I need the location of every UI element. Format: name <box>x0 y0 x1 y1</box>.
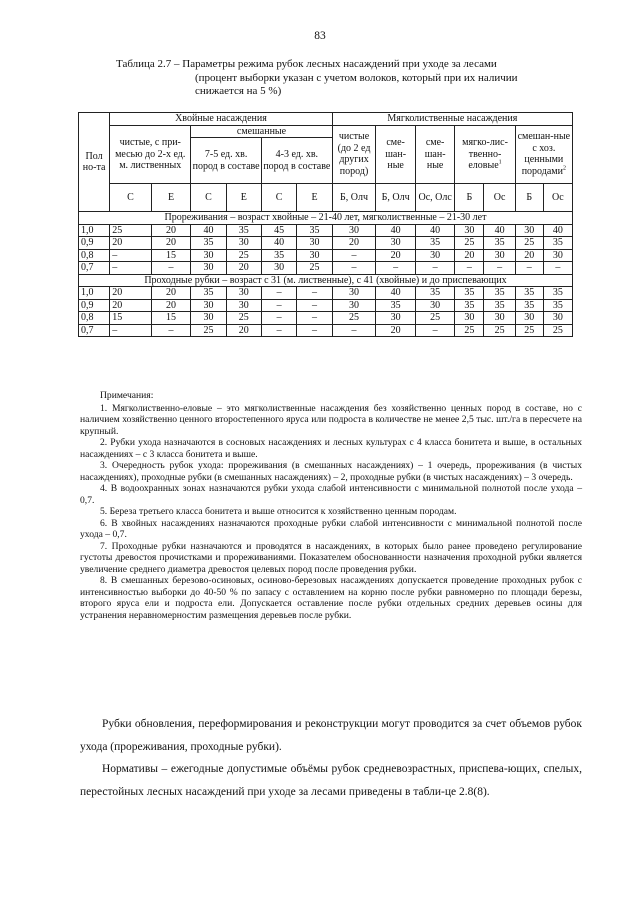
value-cell: 30 <box>455 224 484 237</box>
polnota-cell: 0,7 <box>79 262 110 275</box>
value-cell: – <box>151 262 191 275</box>
subheader-cell: Е <box>297 184 332 212</box>
value-cell: 20 <box>376 249 416 262</box>
value-cell: 25 <box>543 324 572 337</box>
header-mixed-valuable: смешан-ные с хоз. ценными породами$^2$ <box>515 125 572 184</box>
value-cell: 25 <box>515 324 543 337</box>
polnota-cell: 0,7 <box>79 324 110 337</box>
value-cell: 35 <box>455 287 484 300</box>
value-cell: 35 <box>515 299 543 312</box>
value-cell: 35 <box>415 237 455 250</box>
caption-line-3: снижается на 5 %) <box>195 85 282 97</box>
value-cell: 25 <box>226 249 261 262</box>
value-cell: 30 <box>191 299 226 312</box>
header-polnota: Пол но-та <box>79 113 110 212</box>
value-cell: 25 <box>297 262 332 275</box>
note-item: 7. Проходные рубки назначаются и проводятся в насаждениях, в которых было ранее проведено регулирование густоты древостоя прочистками и прореживаниями. Показателем обоснованности назначения проходной рубки является увеличение среднего диаметра древостоя целевых пород после проведения рубки. <box>80 540 582 575</box>
value-cell: 35 <box>376 299 416 312</box>
page-number: 83 <box>314 30 326 42</box>
notes-section <box>80 390 582 621</box>
value-cell: – <box>543 262 572 275</box>
table-row <box>79 262 573 275</box>
value-cell: 25 <box>455 324 484 337</box>
polnota-cell: 0,8 <box>79 249 110 262</box>
value-cell: – <box>415 324 455 337</box>
header-mixed-b: сме-шан-ные <box>415 125 455 184</box>
notes-list <box>80 403 582 622</box>
polnota-cell: 0,9 <box>79 237 110 250</box>
table-row <box>79 324 573 337</box>
value-cell: 25 <box>226 312 261 325</box>
header-conifer-group: Хвойные насаждения <box>110 113 333 126</box>
header-mixed-a: сме-шан-ные <box>376 125 416 184</box>
value-cell: 30 <box>297 237 332 250</box>
value-cell: 20 <box>226 262 261 275</box>
value-cell: 20 <box>110 287 152 300</box>
value-cell: 30 <box>415 299 455 312</box>
value-cell: 40 <box>484 224 515 237</box>
header-pure-conifer: чистые, с при-месью до 2-х ед. м. лиственных <box>110 125 191 184</box>
value-cell: – <box>261 287 296 300</box>
caption-line-1: Таблица 2.7 – Параметры режима рубок лесных насаждений при уходе за лесами <box>116 58 497 70</box>
subheader-cell: Ос, Олс <box>415 184 455 212</box>
header-mixed-7-5: 7-5 ед. хв. пород в составе <box>191 138 262 184</box>
value-cell: 40 <box>415 224 455 237</box>
table-row <box>79 237 573 250</box>
section-title-row <box>79 274 573 287</box>
value-cell: 25 <box>415 312 455 325</box>
value-cell: 25 <box>191 324 226 337</box>
value-cell: 35 <box>484 237 515 250</box>
value-cell: 30 <box>332 287 376 300</box>
value-cell: 30 <box>226 299 261 312</box>
value-cell: – <box>376 262 416 275</box>
value-cell: 30 <box>226 237 261 250</box>
value-cell: – <box>151 324 191 337</box>
value-cell: 20 <box>376 324 416 337</box>
value-cell: 20 <box>110 299 152 312</box>
value-cell: – <box>261 324 296 337</box>
value-cell: 20 <box>226 324 261 337</box>
value-cell: 35 <box>455 299 484 312</box>
subheader-cell: Б, Олч <box>376 184 416 212</box>
value-cell: 25 <box>515 237 543 250</box>
value-cell: 30 <box>543 249 572 262</box>
header-pure-soft: чистые (до 2 ед других пород) <box>332 125 376 184</box>
note-item: 2. Рубки ухода назначаются в сосновых насаждениях и лесных культурах с 4 класса бонитета и выше, в остальных насаждениях – с 3 класса бонитета и выше. <box>80 437 582 460</box>
notes-title: Примечания: <box>100 390 154 401</box>
subheader-cell: С <box>261 184 296 212</box>
header-mixed-4-3: 4-3 ед. хв. пород в составе <box>261 138 332 184</box>
value-cell: 25 <box>110 224 152 237</box>
value-cell: 35 <box>543 287 572 300</box>
value-cell: – <box>332 249 376 262</box>
value-cell: 35 <box>484 299 515 312</box>
value-cell: – <box>297 324 332 337</box>
subheader-cell: Ос <box>484 184 515 212</box>
subheader-cell: Б <box>455 184 484 212</box>
subheader-cell: Б <box>515 184 543 212</box>
value-cell: 20 <box>151 299 191 312</box>
body-paragraph-2: Нормативы – ежегодные допустимые объёмы рубок средневозрастных, приспева-ющих, спелых, перестойных лесных насаждений при уходе за лесами приведены в табли-це 2.8(8). <box>80 763 582 798</box>
header-mixed: смешанные <box>191 125 332 138</box>
value-cell: 25 <box>332 312 376 325</box>
table-row <box>79 299 573 312</box>
value-cell: 30 <box>376 312 416 325</box>
section-title: Проходные рубки – возраст с 31 (м. лиственные), с 41 (хвойные) и до приспевающих <box>79 274 573 287</box>
value-cell: 40 <box>376 224 416 237</box>
value-cell: – <box>455 262 484 275</box>
polnota-cell: 0,8 <box>79 312 110 325</box>
value-cell: 40 <box>543 224 572 237</box>
value-cell: 35 <box>191 287 226 300</box>
value-cell: – <box>332 324 376 337</box>
value-cell: 30 <box>484 312 515 325</box>
value-cell: 30 <box>191 262 226 275</box>
subheader-cell: С <box>191 184 226 212</box>
note-item: 5. Береза третьего класса бонитета и выше относится к хозяйственно ценным породам. <box>100 506 457 517</box>
value-cell: 35 <box>297 224 332 237</box>
value-cell: 30 <box>261 262 296 275</box>
value-cell: 30 <box>484 249 515 262</box>
header-soft-group: Мягколиственные насаждения <box>332 113 572 126</box>
value-cell: 40 <box>261 237 296 250</box>
value-cell: 20 <box>151 237 191 250</box>
table-row <box>79 224 573 237</box>
value-cell: 30 <box>543 312 572 325</box>
value-cell: 25 <box>455 237 484 250</box>
value-cell: 30 <box>226 287 261 300</box>
value-cell: 45 <box>261 224 296 237</box>
note-item: 8. В смешанных березово-осиновых, осиново-березовых насаждениях допускается проведение проходных рубок с интенсивностью выборки до 40-50 % по запасу с оставлением на корню после рубки равномерно по площади березы, второго яруса ели и подроста ели. Допускается оставление после рубки отдельных средних деревьев осины для устранения неравномерностим размещения деревьев после рубки. <box>80 575 582 621</box>
value-cell: 30 <box>332 224 376 237</box>
value-cell: 35 <box>261 249 296 262</box>
note-item: 4. В водоохранных зонах назначаются рубки ухода слабой интенсивности с минимальной полнотой после ухода – 0,7. <box>80 483 582 506</box>
value-cell: 35 <box>543 237 572 250</box>
value-cell: 30 <box>455 312 484 325</box>
value-cell: – <box>297 312 332 325</box>
value-cell: – <box>484 262 515 275</box>
note-item: 1. Мягколиственно-еловые – это мягколиственные насаждения без хозяйственно ценных пород в составе, но с наличием хозяйственно ценного второстепенного яруса или подроста в количестве не менее 2,5 тыс. шт./га в пересчете на крупный. <box>80 402 582 437</box>
value-cell: 30 <box>515 312 543 325</box>
subheader-cell: Б, Олч <box>332 184 376 212</box>
value-cell: 20 <box>515 249 543 262</box>
value-cell: 30 <box>515 224 543 237</box>
table-row <box>79 249 573 262</box>
table-body <box>79 212 573 337</box>
note-item: 6. В хвойных насаждениях назначаются проходные рубки слабой интенсивности с минимальной полнотой после ухода – 0,7. <box>80 517 582 540</box>
value-cell: – <box>110 249 152 262</box>
value-cell: 35 <box>515 287 543 300</box>
section-title-row <box>79 212 573 225</box>
table-caption <box>116 58 586 99</box>
value-cell: – <box>261 312 296 325</box>
value-cell: 20 <box>110 237 152 250</box>
value-cell: – <box>297 299 332 312</box>
value-cell: – <box>261 299 296 312</box>
value-cell: 35 <box>226 224 261 237</box>
value-cell: – <box>110 262 152 275</box>
note-item: 3. Очередность рубок ухода: прореживания (в смешанных насаждениях) – 1 очередь, прореживания (в чистых насаждениях), проходные рубки (в смешанных насаждениях) – 2, проходные рубки (в чистых насаждениях) – 3 очередь. <box>80 460 582 483</box>
subheader-cell: Е <box>226 184 261 212</box>
body-paragraph-1: Рубки обновления, переформирования и реконструкции могут проводится за счет объемов рубок ухода (прореживания, проходные рубки). <box>80 718 582 753</box>
body-text <box>80 713 582 803</box>
value-cell: 30 <box>332 299 376 312</box>
value-cell: 35 <box>543 299 572 312</box>
value-cell: 15 <box>151 249 191 262</box>
value-cell: – <box>515 262 543 275</box>
header-soft-spruce: мягко-лис-твенно-еловые$^1$ <box>455 125 515 184</box>
parameters-table <box>78 112 573 337</box>
subheader-cell: Ос <box>543 184 572 212</box>
polnota-cell: 1,0 <box>79 287 110 300</box>
polnota-cell: 0,9 <box>79 299 110 312</box>
value-cell: 35 <box>191 237 226 250</box>
value-cell: 20 <box>332 237 376 250</box>
value-cell: 35 <box>415 287 455 300</box>
subheader-cell: Е <box>151 184 191 212</box>
value-cell: 30 <box>297 249 332 262</box>
value-cell: – <box>332 262 376 275</box>
value-cell: 30 <box>376 237 416 250</box>
polnota-cell: 1,0 <box>79 224 110 237</box>
value-cell: – <box>110 324 152 337</box>
subheader-row <box>79 184 573 212</box>
value-cell: 40 <box>376 287 416 300</box>
caption-line-2: (процент выборки указан с учетом волоков, который при их наличии <box>195 71 518 84</box>
value-cell: 20 <box>455 249 484 262</box>
value-cell: – <box>415 262 455 275</box>
value-cell: 40 <box>191 224 226 237</box>
value-cell: 25 <box>484 324 515 337</box>
value-cell: 20 <box>151 287 191 300</box>
value-cell: 20 <box>151 224 191 237</box>
value-cell: – <box>297 287 332 300</box>
value-cell: 15 <box>151 312 191 325</box>
value-cell: 30 <box>191 312 226 325</box>
table-row <box>79 312 573 325</box>
value-cell: 35 <box>484 287 515 300</box>
value-cell: 15 <box>110 312 152 325</box>
value-cell: 30 <box>191 249 226 262</box>
section-title: Прореживания – возраст хвойные – 21-40 лет, мягколиственные – 21-30 лет <box>79 212 573 225</box>
table-row <box>79 287 573 300</box>
value-cell: 30 <box>415 249 455 262</box>
subheader-cell: С <box>110 184 152 212</box>
